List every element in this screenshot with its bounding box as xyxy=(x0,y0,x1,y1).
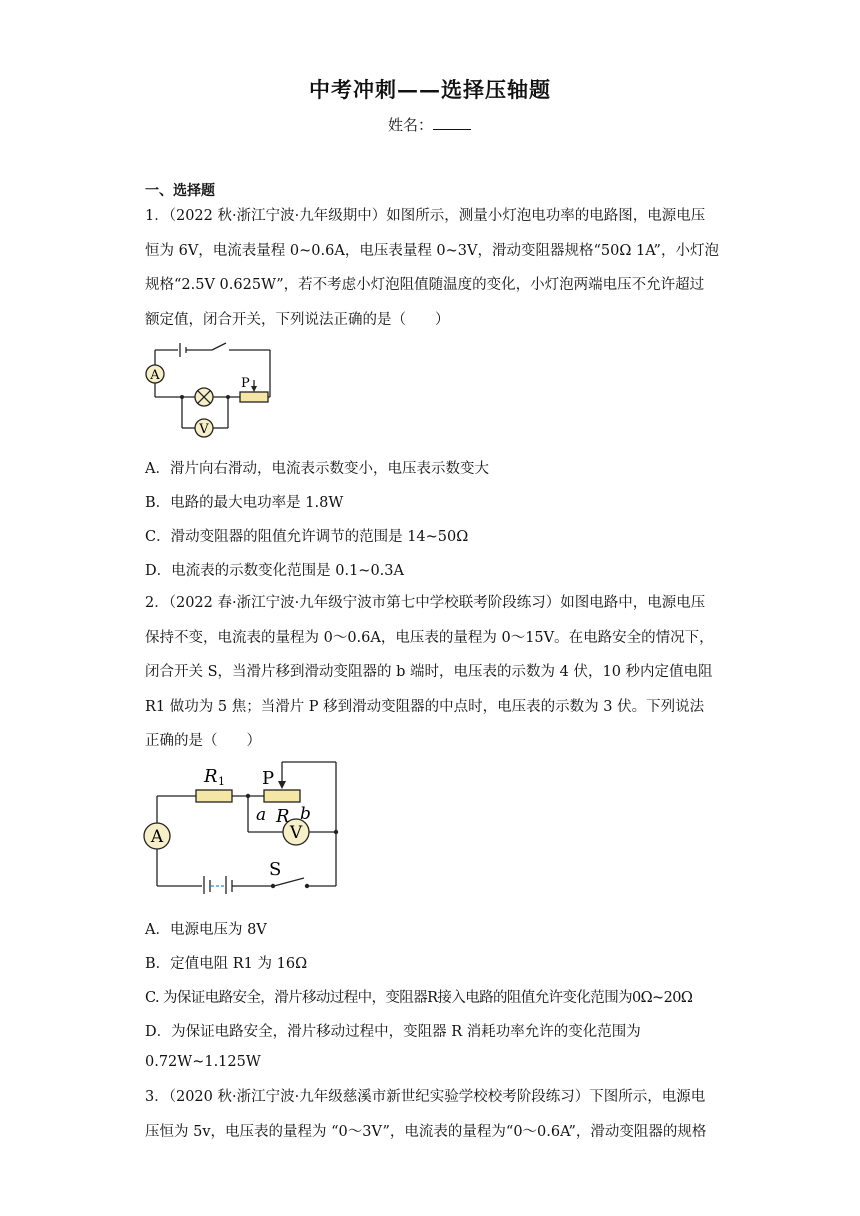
question-2-option-d-continued: 0.72W~1.125W xyxy=(145,1054,261,1070)
name-label: 姓名： xyxy=(388,116,434,134)
slider-label: P xyxy=(262,768,275,789)
question-2-line: 正确的是（ ） xyxy=(145,733,261,750)
question-2-line: 2．（2022 春·浙江宁波·九年级宁波市第七中学校联考阶段练习）如图电路中，电源电压 xyxy=(145,595,706,611)
name-field xyxy=(388,114,471,135)
slider-label: P xyxy=(241,376,250,391)
question-2-option-b: B．定值电阻 R1 为 16Ω xyxy=(145,956,308,972)
question-2-option-a: A．电源电压为 8V xyxy=(145,922,267,938)
voltmeter-label: V xyxy=(199,422,209,437)
question-2-line: 闭合开关 S，当滑片移到滑动变阻器的 b 端时，电压表的示数为 4 伏，10 秒内定值电阻 xyxy=(145,664,713,681)
question-3-line: 3．（2020 秋·浙江宁波·九年级慈溪市新世纪实验学校校考阶段练习）下图所示，电源电 xyxy=(145,1089,706,1105)
question-1-line: 恒为 6V，电流表量程 0~0.6A，电压表量程 0~3V，滑动变阻器规格“50Ω 1A”，小灯泡 xyxy=(145,242,719,259)
page-title: 中考冲刺——选择压轴题 xyxy=(309,77,551,102)
question-3-stem xyxy=(145,1080,715,1149)
section-heading: 一、选择题 xyxy=(145,183,215,199)
voltmeter-label: V xyxy=(289,823,303,843)
ammeter-label: A xyxy=(150,368,160,383)
terminal-a-label: a xyxy=(256,805,267,825)
question-3-line: 压恒为 5v，电压表的量程为 “0～3V”，电流表的量程为“0～0.6A”，滑动变阻器的规格 xyxy=(145,1123,707,1140)
question-2-option-c: C. 为保证电路安全，滑片移动过程中，变阻器R接入电路的阻值允许变化范围为0Ω~20Ω xyxy=(145,990,693,1006)
question-1-line: 额定值，闭合开关，下列说法正确的是（ ） xyxy=(145,311,450,328)
r1-subscript: 1 xyxy=(218,775,225,788)
question-2-option-d: D．为保证电路安全，滑片移动过程中，变阻器 R 消耗功率允许的变化范围为 xyxy=(145,1024,641,1040)
terminal-b-label: b xyxy=(300,804,311,824)
question-1-circuit-diagram xyxy=(140,338,280,440)
question-1-option-a: A．滑片向右滑动，电流表示数变小，电压表示数变大 xyxy=(145,461,489,477)
question-1-option-d: D．电流表的示数变化范围是 0.1~0.3A xyxy=(145,563,404,579)
question-1-option-b: B．电路的最大电功率是 1.8W xyxy=(145,495,344,511)
question-1-line: 规格“2.5V 0.625W”，若不考虑小灯泡阻值随温度的变化，小灯泡两端电压不允许超过 xyxy=(145,277,705,294)
question-1-stem xyxy=(145,199,719,337)
question-2-stem xyxy=(145,586,715,759)
question-1-option-c: C．滑动变阻器的阻值允许调节的范围是 14~50Ω xyxy=(145,529,469,545)
question-2-circuit-diagram xyxy=(140,756,350,894)
switch-label: S xyxy=(269,859,282,880)
r1-label: R xyxy=(204,766,218,787)
question-2-line: 保持不变，电流表的量程为 0～0.6A，电压表的量程为 0～15V。在电路安全的情况下， xyxy=(145,629,714,646)
question-1-line: 1．（2022 秋·浙江宁波·九年级期中）如图所示，测量小灯泡电功率的电路图，电源电压 xyxy=(145,208,706,224)
name-blank xyxy=(433,115,471,130)
rheostat-label: R xyxy=(276,806,290,827)
ammeter-label: A xyxy=(150,827,164,847)
question-2-line: R1 做功为 5 焦；当滑片 P 移到滑动变阻器的中点时，电压表的示数为 3 伏。下列说法 xyxy=(145,698,705,715)
